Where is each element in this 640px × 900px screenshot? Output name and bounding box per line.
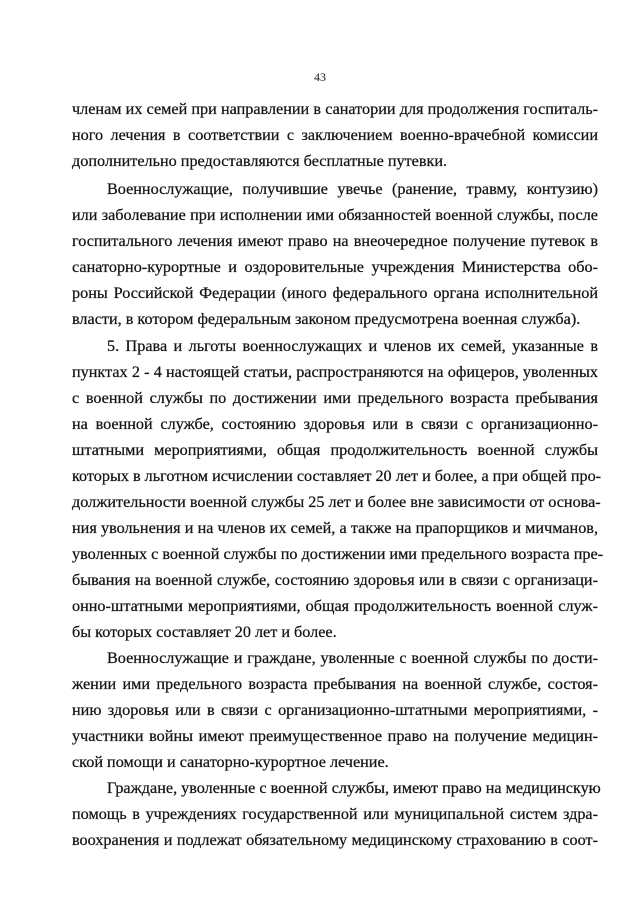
text-line: штатными мероприятиями, общая продолжительность военной службы bbox=[72, 441, 598, 459]
text-line: или заболевание при исполнении ими обязанностей военной службы, после bbox=[72, 206, 598, 224]
text-line: дополнительно предоставляются бесплатные путевки. bbox=[72, 152, 448, 170]
text-line: с военной службы по достижении ими предельного возраста пребывания bbox=[72, 389, 598, 407]
text-line: роны Российской Федерации (иного федерального органа исполнительной bbox=[72, 284, 598, 302]
text-line: на военной службе, состоянию здоровья или в связи с организационно- bbox=[72, 415, 598, 433]
text-line: онно-штатными мероприятиями, общая продолжительность военной служ- bbox=[72, 597, 598, 615]
text-line: участники войны имеют преимущественное право на получение медицин- bbox=[72, 727, 598, 745]
text-line: Военнослужащие и граждане, уволенные с военной службы по дости- bbox=[107, 649, 598, 667]
text-line: Граждане, уволенные с военной службы, имеют право на медицинскую bbox=[107, 779, 601, 797]
text-line: воохранения и подлежат обязательному медицинскому страхованию в соот- bbox=[72, 831, 598, 849]
text-line: санаторно-курортные и оздоровительные учреждения Министерства обо- bbox=[72, 258, 598, 276]
text-line: ской помощи и санаторно-курортное лечение. bbox=[72, 753, 389, 771]
text-line: 5. Права и льготы военнослужащих и членов их семей, указанные в bbox=[107, 337, 598, 355]
text-line: членам их семей при направлении в санатории для продолжения госпиталь- bbox=[72, 100, 598, 118]
text-line: ния увольнения и на членов их семей, а также на прапорщиков и мичманов, bbox=[72, 519, 598, 537]
text-line: которых в льготном исчислении составляет 20 лет и более, а при общей про- bbox=[72, 467, 602, 485]
text-line: уволенных с военной службы по достижении ими предельного возраста пре- bbox=[72, 545, 604, 563]
text-line: бы которых составляет 20 лет и более. bbox=[72, 623, 337, 641]
text-line: ного лечения в соответствии с заключением военно-врачебной комиссии bbox=[72, 126, 598, 144]
text-line: Военнослужащие, получившие увечье (ранение, травму, контузию) bbox=[107, 180, 598, 198]
page-number: 43 bbox=[314, 70, 326, 84]
text-line: госпитального лечения имеют право на внеочередное получение путевок в bbox=[72, 232, 598, 250]
text-line: бывания на военной службе, состоянию здоровья или в связи с организаци- bbox=[72, 571, 598, 589]
text-line: помощь в учреждениях государственной или муниципальной систем здра- bbox=[72, 805, 598, 823]
text-line: власти, в котором федеральным законом предусмотрена военная служба). bbox=[72, 310, 581, 328]
text-line: нию здоровья или в связи с организационно-штатными мероприятиями, - bbox=[72, 701, 598, 719]
text-line: пунктах 2 - 4 настоящей статьи, распространяются на офицеров, уволенных bbox=[72, 363, 598, 381]
text-line: должительности военной службы 25 лет и более вне зависимости от основа- bbox=[72, 493, 601, 511]
text-line: жении ими предельного возраста пребывания на военной службе, состоя- bbox=[72, 675, 598, 693]
